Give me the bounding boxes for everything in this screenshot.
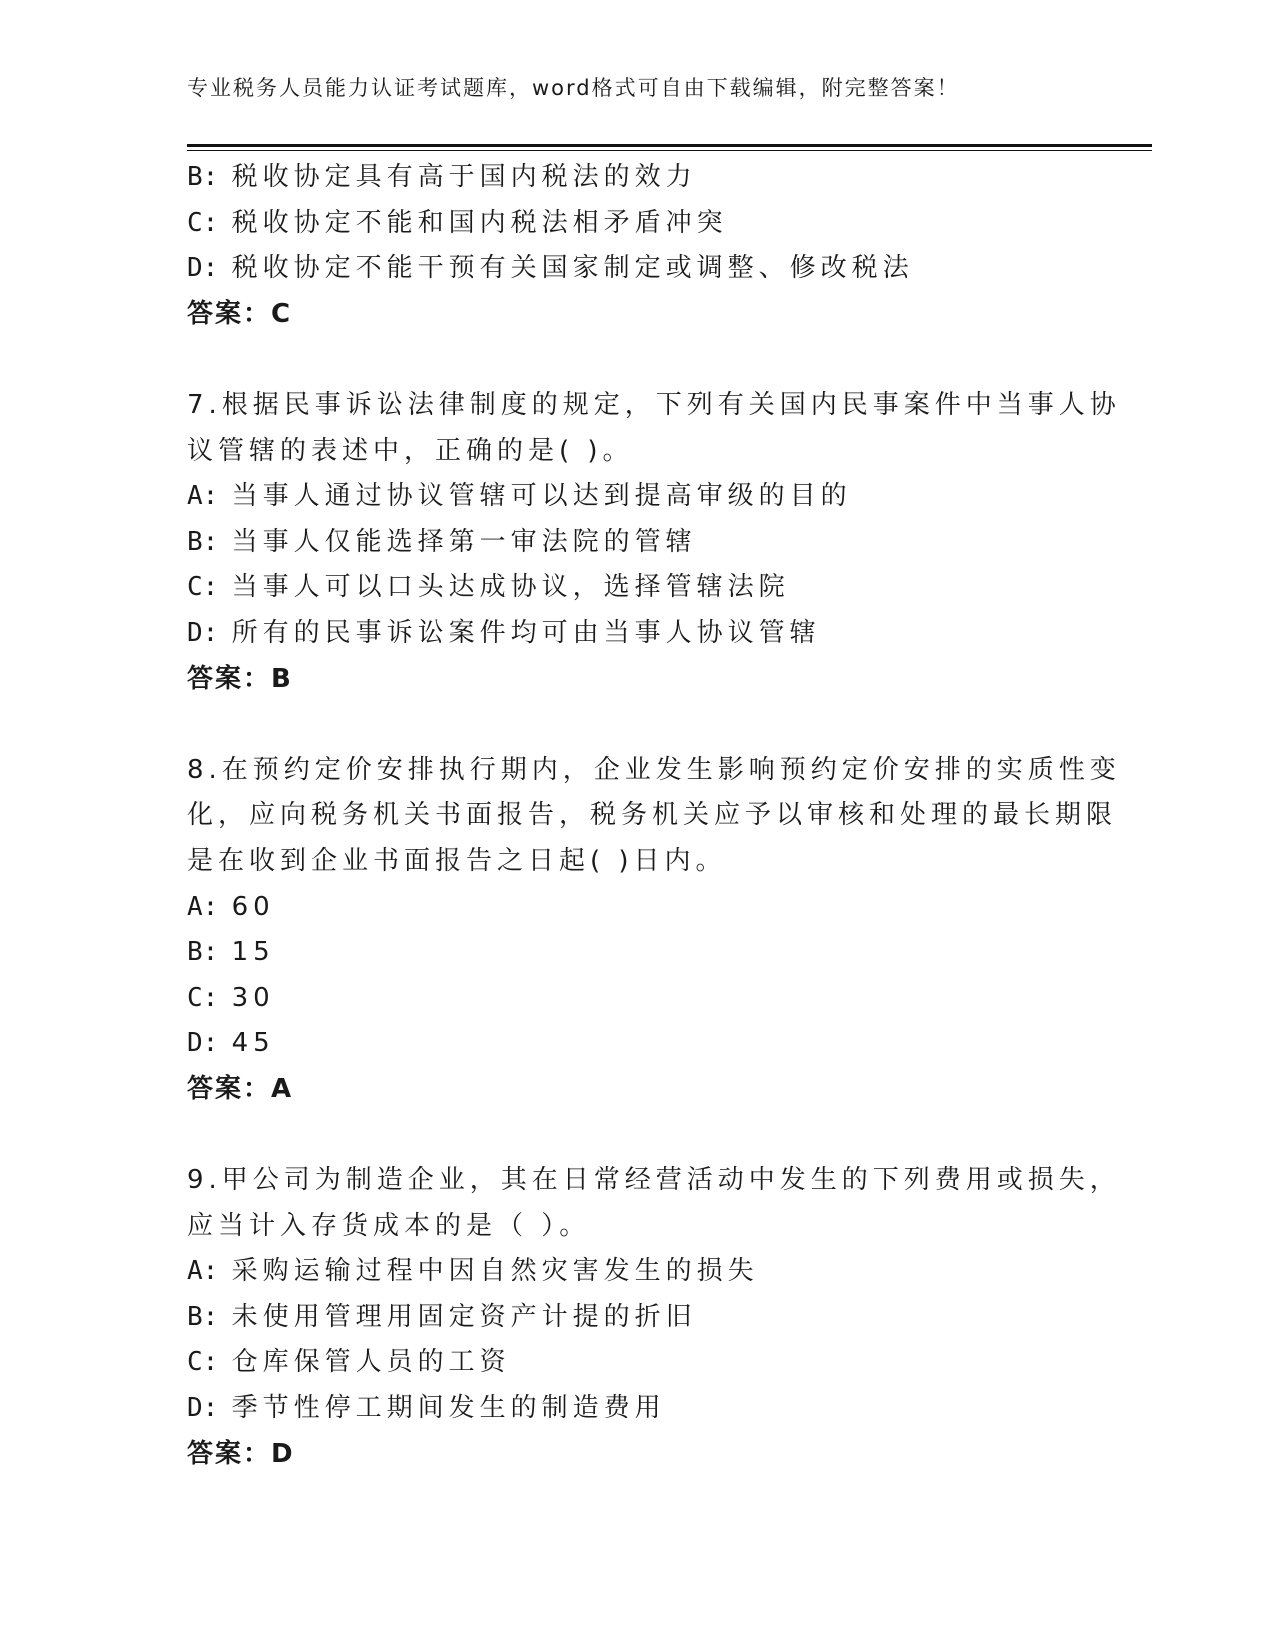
answer-label: 答案： [187,663,272,694]
question-text: 化，应向税务机关书面报告，税务机关应予以审核和处理的最长期限 [187,800,1118,831]
option-letter: B: [187,1301,219,1332]
option-text: 30 [231,982,275,1013]
answer-line [187,292,1067,338]
header-rule [187,144,1152,151]
question-8 [187,748,1121,1113]
answer-value: D [271,1438,295,1469]
question-text: 议管辖的表述中，正确的是( )。 [187,435,634,466]
option-a [187,885,1067,931]
option-text: 当事人通过协议管辖可以达到提高审级的目的 [231,481,852,512]
option-text: 税收协定具有高于国内税法的效力 [231,162,697,192]
answer-label: 答案： [187,1073,272,1104]
option-text: 税收协定不能干预有关国家制定或调整、修改税法 [231,253,914,284]
question-text: 9.甲公司为制造企业，其在日常经营活动中发生的下列费用或损失， [187,1165,1121,1196]
option-c [187,565,1067,611]
option-text: 季节性停工期间发生的制造费用 [231,1393,666,1424]
option-text: 60 [231,891,275,922]
option-letter: A: [187,891,219,922]
question-text: 是在收到企业书面报告之日起( )日内。 [187,845,727,876]
question-9 [187,1158,1121,1477]
option-d [187,1386,1067,1432]
option-text: 采购运输过程中因自然灾害发生的损失 [231,1256,759,1287]
option-c [187,201,1067,247]
option-letter: B: [187,526,219,557]
option-d [187,611,1067,657]
question-text: 应当计入存货成本的是（ ）。 [187,1210,591,1241]
option-letter: C: [187,207,219,238]
option-b [187,930,1067,976]
option-b [187,520,1067,566]
option-letter: A: [187,481,219,512]
question-7 [187,383,1121,702]
option-text: 仓库保管人员的工资 [231,1347,511,1378]
option-c [187,976,1067,1022]
option-text: 当事人仅能选择第一审法院的管辖 [231,526,697,557]
option-letter: B: [187,937,219,968]
option-letter: B: [187,162,219,192]
option-b [187,1295,1067,1341]
answer-value: B [271,663,293,694]
question-6-continued [187,155,1067,337]
option-text: 15 [231,937,275,968]
answer-value: C [271,298,293,329]
option-letter: C: [187,982,219,1013]
answer-value: A [271,1073,294,1104]
option-letter: D: [187,1393,219,1424]
question-text: 8.在预约定价安排执行期内，企业发生影响预约定价安排的实质性变 [187,754,1121,785]
option-c [187,1340,1067,1386]
option-letter: C: [187,572,219,603]
option-d [187,246,1067,292]
answer-line [187,657,1067,703]
question-text: 7.根据民事诉讼法律制度的规定，下列有关国内民事案件中当事人协 [187,389,1121,420]
option-letter: D: [187,1028,219,1059]
document-body [187,155,1121,1477]
option-text: 税收协定不能和国内税法相矛盾冲突 [231,207,728,238]
option-a [187,474,1067,520]
option-letter: D: [187,617,219,648]
option-b [187,155,1067,201]
option-letter: D: [187,253,219,284]
option-text: 45 [231,1028,275,1059]
answer-line [187,1432,1067,1478]
page-header: 专业税务人员能力认证考试题库，word格式可自由下载编辑，附完整答案！ [187,76,960,100]
answer-label: 答案： [187,298,272,329]
answer-label: 答案： [187,1438,272,1469]
option-d [187,1021,1067,1067]
answer-line [187,1067,1067,1113]
option-text: 所有的民事诉讼案件均可由当事人协议管辖 [231,617,821,648]
option-letter: A: [187,1256,219,1287]
option-text: 当事人可以口头达成协议，选择管辖法院 [231,572,790,603]
option-text: 未使用管理用固定资产计提的折旧 [231,1301,697,1332]
option-letter: C: [187,1347,219,1378]
option-a [187,1249,1067,1295]
